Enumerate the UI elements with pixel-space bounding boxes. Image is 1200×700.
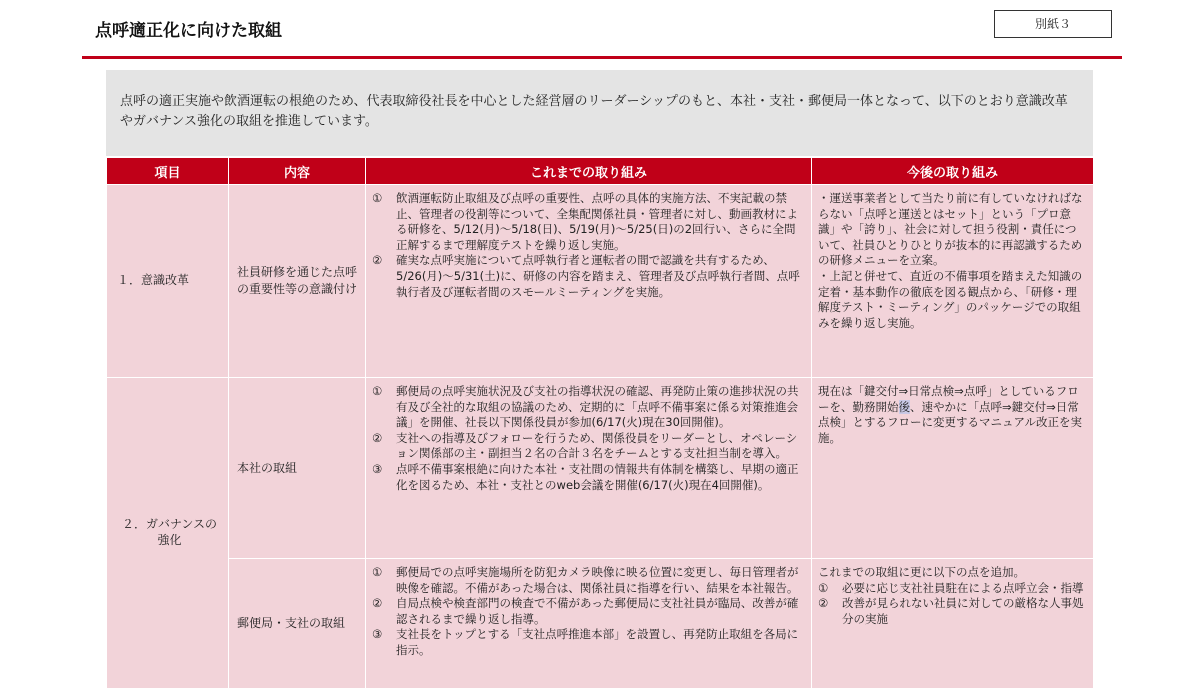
list-item: ③ 支社長をトップとする「支社点呼推進本部」を設置し、再発防止取組を各局に指示。 [372,627,799,657]
table-row [107,185,1094,378]
list-item: ② 改善が見られない社員に対しての厳格な人事処分の実施 [818,596,1084,626]
list-item: ② 自局点検や検査部門の検査で不備があった郵便局に支社社員が臨局、改善が確認されるまで繰り返し指導。 [372,596,799,626]
row2-content: 本社の取組 [229,378,366,559]
list-item: ② 支社への指導及びフォローを行うため、関係役員をリーダーとし、オペレーション関係部の主・副担当２名の合計３名をチームとする支社担当制を導入。 [372,430,798,461]
table-row [107,378,1094,559]
future-paragraph: ・運送事業者として当たり前に有していなければならない「点呼と運送とはセット」という「プロ意識」や「誇り」、社会に対して担う役割・責任について、社員ひとりひとりが抜本的に再認識するための研修メニューを立案。 [818,191,1083,268]
row3-future [812,559,1094,689]
future-intro: これまでの取組に更に以下の点を追加。 [818,565,1025,579]
page-title: 点呼適正化に向けた取組 [95,21,282,41]
row3-past [366,559,812,689]
row1-past [366,185,812,378]
future-paragraph: ・上記と併せて、直近の不備事項を踏まえた知識の定着・基本動作の徹底を図る観点から、「研修・理解度テスト・ミーティング」のパッケージでの取組みを繰り返し実施。 [818,268,1083,330]
attachment-badge: 別紙３ [994,10,1112,38]
table-row [107,559,1094,689]
header-item: 項目 [107,158,229,185]
row1-content: 社員研修を通じた点呼の重要性等の意識付け [229,185,366,378]
row1-future [812,185,1094,378]
initiatives-table [106,157,1094,689]
highlighted-text: 後 [898,399,910,414]
list-item: ① 郵便局の点呼実施状況及び支社の指導状況の確認、再発防止策の進捗状況の共有及び全社的な取組の協議のため、定期的に「点呼不備事案に係る対策推進会議」を開催、社長以下関係役員が参加(6/17(火)現在30回開催)。 [372,384,799,430]
row2-item: ２．ガバナンスの強化 [107,378,229,689]
list-item: ③ 点呼不備事案根絶に向けた本社・支社間の情報共有体制を構築し、早期の適正化を図るため、本社・支社とのweb会議を開催(6/17(火)現在4回開催)。 [372,461,799,492]
row2-past [366,378,812,559]
header-past-efforts: これまでの取り組み [366,158,812,185]
intro-text: 点呼の適正実施や飲酒運転の根絶のため、代表取締役社長を中心とした経営層のリーダーシップのもと、本社・支社・郵便局一体となって、以下のとおり意識改革やガバナンス強化の取組を推進しています。 [106,70,1093,156]
list-item: ① 飲酒運転防止取組及び点呼の重要性、点呼の具体的実施方法、不実記載の禁止、管理者の役割等について、全集配関係社員・管理者に対し、動画教材による研修を、5/12(月)～5/18(日)、5/19(月)～5/25(日)の2回行い、さらに全問正解するまで理解度テストを繰り返し実施。 [372,191,799,252]
list-item: ② 確実な点呼実施について点呼執行者と運転者の間で認識を共有するため、5/26(月)～5/31(土)に、研修の内容を踏まえ、管理者及び点呼執行者間、点呼執行者及び運転者間のスモールミーティングを実施。 [372,253,800,299]
header-content: 内容 [229,158,366,185]
list-item: ① 必要に応じ支社社員駐在による点呼立会・指導 [818,580,1084,595]
row2-future [812,378,1094,559]
row3-content: 郵便局・支社の取組 [229,559,366,689]
table-header-row [107,158,1094,185]
future-paragraph: 現在は「鍵交付⇒日常点検⇒点呼」としているフローを、勤務開始後、速やかに「点呼⇒鍵交付⇒日常点検」とするフローに変更するマニュアル改正を実施。 [818,384,1083,445]
header-future-efforts: 今後の取り組み [812,158,1094,185]
row1-item: １．意識改革 [107,185,229,378]
list-item: ① 郵便局での点呼実施場所を防犯カメラ映像に映る位置に変更し、毎日管理者が映像を確認。不備があった場合は、関係社員に指導を行い、結果を本社報告。 [372,565,799,595]
title-divider [82,56,1122,59]
